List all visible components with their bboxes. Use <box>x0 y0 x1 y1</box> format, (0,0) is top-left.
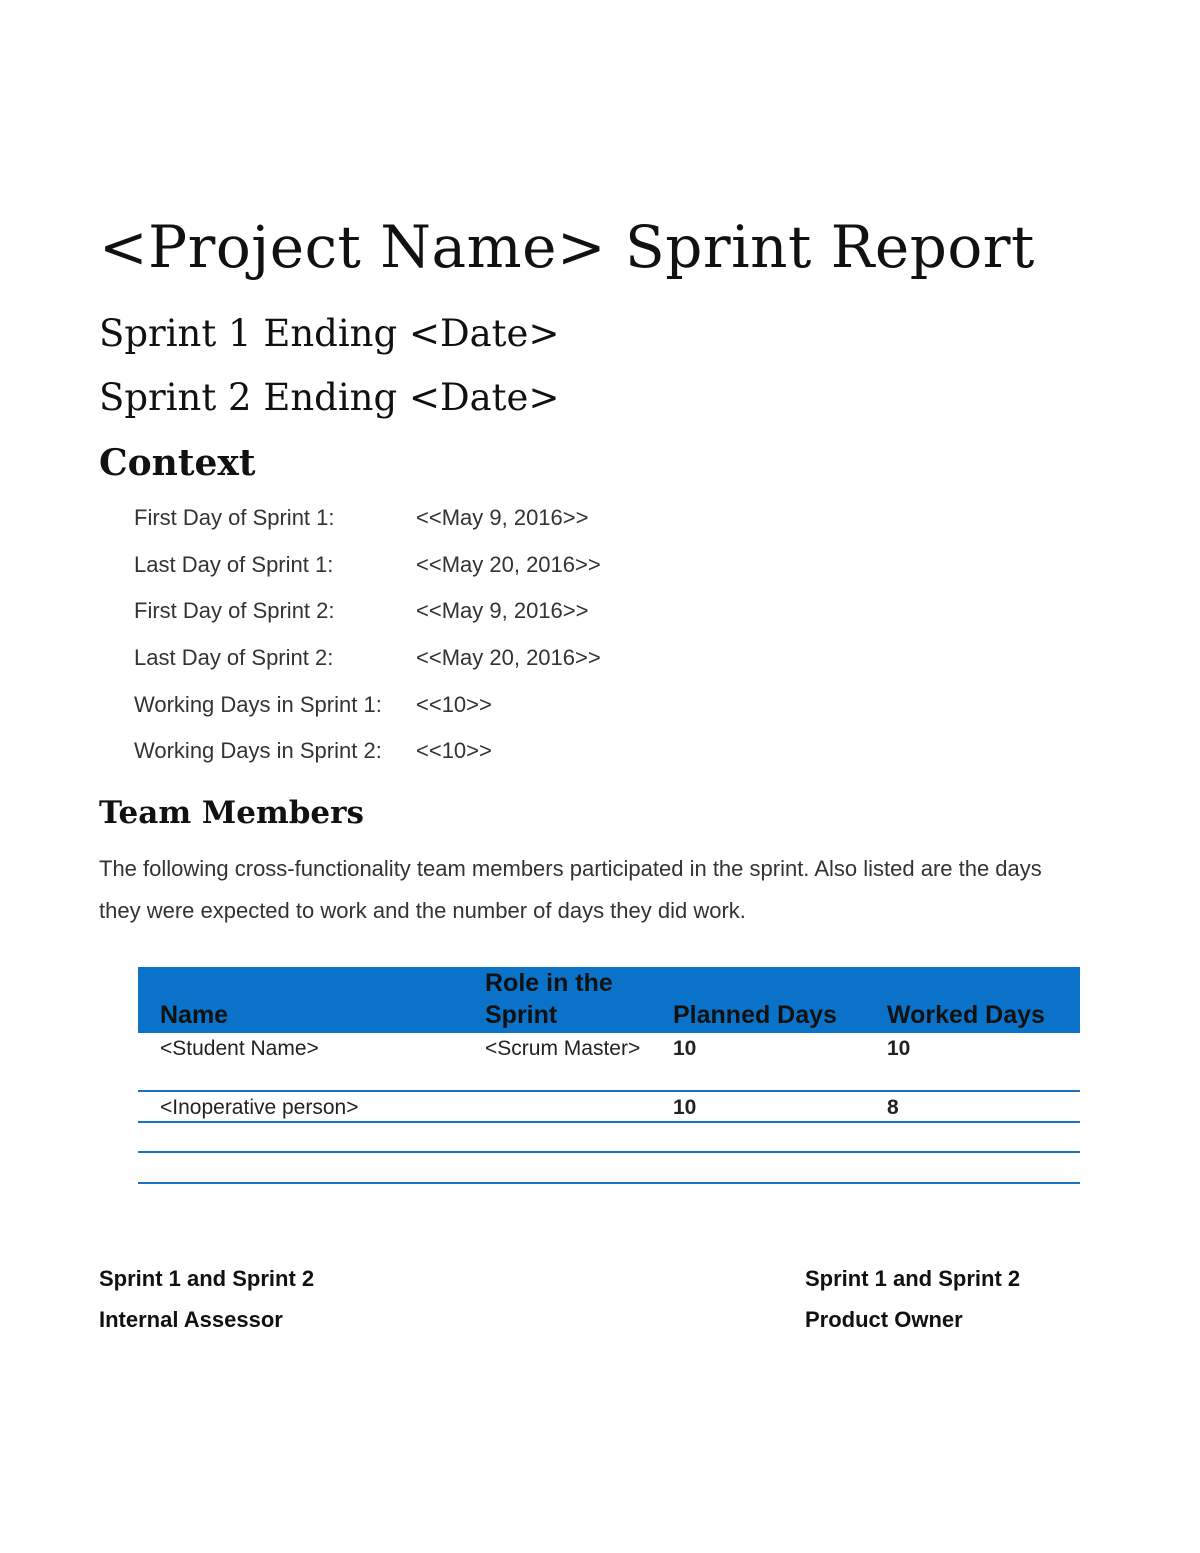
context-value: <<May 20, 2016>> <box>416 645 601 670</box>
team-intro-paragraph: The following cross-functionality team members participated in the sprint. Also listed are the days they were expected to work and the number of days they did work. <box>99 856 1042 923</box>
column-header-worked-days: Worked Days <box>865 967 1080 1033</box>
context-row <box>134 593 734 629</box>
member-role-cell <box>463 1152 651 1183</box>
context-row <box>134 733 734 769</box>
signature-role: Product Owner <box>805 1307 963 1332</box>
context-label: Last Day of Sprint 1: <box>134 552 334 577</box>
column-header-role: Role in the Sprint <box>463 967 651 1033</box>
report-title: <Project Name> Sprint Report <box>99 213 1035 281</box>
table-row <box>138 1091 1080 1122</box>
member-name-cell: <Inoperative person> <box>138 1091 463 1122</box>
signature-role: Internal Assessor <box>99 1307 283 1332</box>
context-heading: Context <box>99 442 256 484</box>
context-row <box>134 547 734 583</box>
context-label: Working Days in Sprint 1: <box>134 692 382 717</box>
product-owner-signature-block <box>805 1258 1020 1340</box>
table-row <box>138 1152 1080 1183</box>
context-value: <<May 20, 2016>> <box>416 552 601 577</box>
planned-days-cell <box>651 1152 865 1183</box>
worked-days-cell <box>865 1152 1080 1183</box>
worked-days-cell <box>865 1122 1080 1152</box>
planned-days-cell: 10 <box>651 1033 865 1091</box>
member-role-cell <box>463 1091 651 1122</box>
context-value: <<10>> <box>416 692 492 717</box>
worked-days-cell: 8 <box>865 1091 1080 1122</box>
sprint-2-ending-heading: Sprint 2 Ending <Date> <box>99 376 560 419</box>
context-value: <<May 9, 2016>> <box>416 598 589 623</box>
table-row <box>138 1122 1080 1152</box>
signature-line: Sprint 1 and Sprint 2 <box>99 1266 315 1291</box>
column-header-name: Name <box>138 967 463 1033</box>
table-header-row <box>138 967 1080 1033</box>
planned-days-cell <box>651 1122 865 1152</box>
context-row <box>134 640 734 676</box>
team-members-heading: Team Members <box>99 795 364 831</box>
planned-days-cell: 10 <box>651 1091 865 1122</box>
context-value: <<May 9, 2016>> <box>416 505 589 530</box>
context-label: Working Days in Sprint 2: <box>134 738 382 763</box>
member-name-cell <box>138 1152 463 1183</box>
context-label: Last Day of Sprint 2: <box>134 645 334 670</box>
internal-assessor-signature-block <box>99 1258 314 1340</box>
context-value: <<10>> <box>416 738 492 763</box>
context-label: First Day of Sprint 1: <box>134 505 335 530</box>
team-members-table <box>138 967 1080 1184</box>
sprint-1-ending-heading: Sprint 1 Ending <Date> <box>99 312 560 355</box>
worked-days-cell: 10 <box>865 1033 1080 1091</box>
context-row <box>134 687 734 723</box>
member-name-cell <box>138 1122 463 1152</box>
context-label: First Day of Sprint 2: <box>134 598 335 623</box>
context-row <box>134 500 734 536</box>
member-role-cell <box>463 1122 651 1152</box>
column-header-planned-days: Planned Days <box>651 967 865 1033</box>
member-role-cell: <Scrum Master> <box>463 1033 651 1091</box>
member-name-cell: <Student Name> <box>138 1033 463 1091</box>
signature-line: Sprint 1 and Sprint 2 <box>805 1266 1021 1291</box>
table-row <box>138 1033 1080 1091</box>
